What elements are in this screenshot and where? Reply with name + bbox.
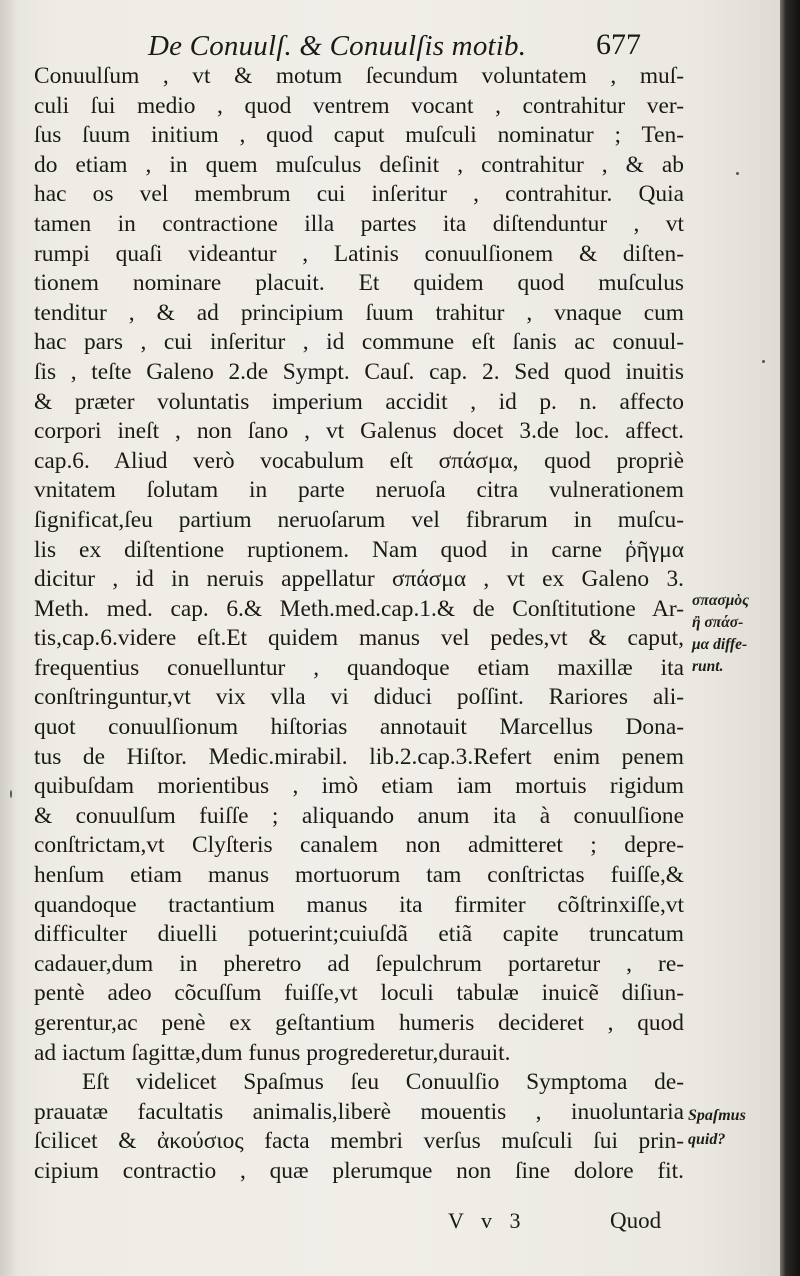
text-line: ſus ſuum initium , quod caput muſculi nominatur ; Ten- <box>34 122 684 149</box>
ink-speck <box>10 790 12 798</box>
text-line: & conuulſum fuiſſe ; aliquando anum ita à conuulſione <box>34 802 684 829</box>
text-line: prauatæ facultatis animalis,liberè mouentis , inuoluntaria <box>34 1098 684 1125</box>
text-line: tus de Hiſtor. Medic.mirabil. lib.2.cap.3.Refert enim penem <box>34 743 684 770</box>
text-line: Conuulſum , vt & motum ſecundum voluntatem , muſ- <box>34 63 684 89</box>
page-number: 677 <box>596 28 641 61</box>
ink-speck <box>762 360 765 363</box>
text-line: frequentius conuelluntur , quandoque etiam maxillæ ita <box>34 654 684 681</box>
text-line: pentè adeo cõcuſſum fuiſſe,vt loculi tabulæ inuicẽ diſiun- <box>34 980 684 1007</box>
margin-note-spasmus <box>688 1104 746 1152</box>
margin-note-line: runt. <box>692 658 724 675</box>
text-line: tenditur , & ad principium ſuum trahitur , vnaque cum <box>34 299 684 326</box>
running-title: De Conuulſ. & Conuulſis motib. <box>148 30 527 62</box>
page-footer <box>0 1202 700 1242</box>
text-line: lis ex diſtentione ruptionem. Nam quod in carne ῥῆγμα <box>34 536 684 563</box>
text-line: cadauer,dum in pheretro ad ſepulchrum portaretur , re- <box>34 950 684 977</box>
text-line: ſcilicet & ἀκούσιος facta membri verſus muſculi ſui prin- <box>34 1128 684 1155</box>
text-line: quandoque tractantium manus ita firmiter cõſtrinxiſſe,vt <box>34 891 684 918</box>
text-line: rumpi quaſi videantur , Latinis conuulſionem & diſten- <box>34 240 684 267</box>
text-line: & præter voluntatis imperium accidit , id p. n. affecto <box>34 388 684 415</box>
text-line: ſis , teſte Galeno 2.de Sympt. Cauſ. cap. 2. Sed quod inuitis <box>34 358 684 385</box>
text-line: quot conuulſionum hiſtorias annotauit Marcellus Dona- <box>34 714 684 741</box>
text-line: ad iactum ſagittæ,dum funus progrederetur,durauit. <box>34 1039 511 1066</box>
text-line: do etiam , in quem muſculus deſinit , contrahitur , & ab <box>34 151 684 178</box>
text-line: quibuſdam morientibus , imò etiam iam mortuis rigidum <box>34 773 684 800</box>
text-line: corpori ineſt , non ſano , vt Galenus docet 3.de loc. affect. <box>34 418 684 445</box>
text-line: vnitatem ſolutam in parte neruoſa citra vulnerationem <box>34 477 684 504</box>
text-line: cipium contractio , quæ plerumque non ſine dolore fit. <box>34 1157 684 1184</box>
text-line: hac os vel membrum cui inſeritur , contrahitur. Quia <box>34 181 684 208</box>
text-line: henſum etiam manus mortuorum tam conſtrictas fuiſſe,& <box>34 862 684 889</box>
margin-note-line: μα diffe- <box>692 636 748 653</box>
text-line: gerentur,ac penè ex geſtantium humeris decideret , quod <box>34 1010 684 1036</box>
text-line: tis,cap.6.videre eſt.Et quidem manus vel pedes,vt & caput, <box>34 625 684 652</box>
margin-note-line: ἢ σπάσ- <box>692 614 744 631</box>
text-line: tamen in contractione illa partes ita diſtenduntur , vt <box>34 210 684 237</box>
body-text <box>34 62 684 1187</box>
text-line: Meth. med. cap. 6.& Meth.med.cap.1.& de Conſtitutione Ar- <box>34 595 684 622</box>
margin-note-line: σπασμὸς <box>692 592 750 609</box>
ink-speck <box>736 172 739 175</box>
text-line: difficulter diuelli potuerint;cuiuſdã etiã capite truncatum <box>34 921 684 948</box>
text-line: conſtrictam,vt Clyſteris canalem non admitteret ; depre- <box>34 832 684 859</box>
text-line: hac pars , cui inſeritur , id commune eſt ſanis ac conuul- <box>34 329 684 356</box>
text-line: Eſt videlicet Spaſmus ſeu Conuulſio Symptoma de- <box>82 1069 684 1096</box>
text-line: cap.6. Aliud verò vocabulum eſt σπάσμα, quod propriè <box>34 447 684 474</box>
text-line: culi ſui medio , quod ventrem vocant , contrahitur ver- <box>34 92 684 119</box>
catchword: Quod <box>610 1208 662 1233</box>
margin-note-greek <box>692 590 749 678</box>
text-line: ſignificat,ſeu partium neruoſarum vel fibrarum in muſcu- <box>34 506 684 533</box>
binding-edge <box>780 0 800 1276</box>
margin-note-line: Spaſmus <box>688 1107 746 1124</box>
text-line: conſtringuntur,vt vix vlla vi diduci poſſint. Rariores ali- <box>34 684 684 711</box>
text-line: tionem nominare placuit. Et quidem quod muſculus <box>34 270 684 297</box>
text-line: dicitur , id in neruis appellatur σπάσμα , vt ex Galeno 3. <box>34 566 684 593</box>
running-head <box>0 26 700 66</box>
signature-mark: V v 3 <box>448 1208 527 1233</box>
margin-note-line: quid? <box>688 1131 726 1148</box>
